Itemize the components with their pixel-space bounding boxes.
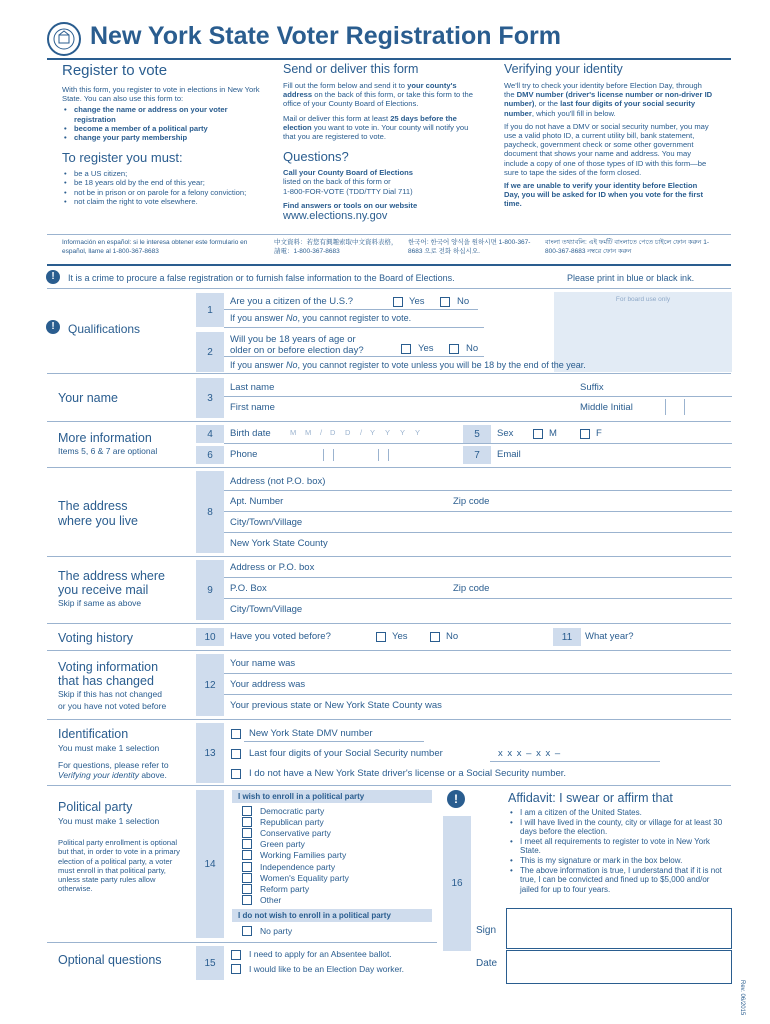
questions-phone: 1-800-FOR-VOTE (TDD/TTY Dial 711) xyxy=(283,186,413,196)
birth-date-field[interactable]: M M / D D / Y Y Y Y xyxy=(290,428,421,437)
signature-box[interactable] xyxy=(506,908,732,949)
name-section-label: Your name xyxy=(58,391,118,405)
intro-send xyxy=(283,62,483,222)
item-number: 7 xyxy=(463,446,491,464)
phone-label: Phone xyxy=(230,449,258,460)
ssn-label: Last four digits of your Social Security number xyxy=(249,748,443,759)
citizen-no-checkbox[interactable] xyxy=(440,297,450,307)
questions-listed: listed on the back of this form or xyxy=(283,177,391,187)
item-number: 11 xyxy=(553,628,581,646)
sex-f-label: F xyxy=(596,428,602,439)
item-number: 1 xyxy=(196,293,224,327)
party-checkbox[interactable] xyxy=(242,862,252,872)
party-required-note: You must make 1 selection xyxy=(58,816,160,826)
list-item: • I am a citizen of the United States. xyxy=(508,808,723,818)
mailing-address-label: The address where you receive mail xyxy=(58,569,166,597)
previous-name-label: Your name was xyxy=(230,658,296,669)
middle-initial-label: Middle Initial xyxy=(580,402,633,413)
mailing-sub: Skip if same as above xyxy=(58,598,142,608)
party-section-label: Political party xyxy=(58,800,133,814)
residence-street-label: Address (not P.O. box) xyxy=(230,476,326,487)
apt-number-label: Apt. Number xyxy=(230,496,284,507)
voted-yes-label: Yes xyxy=(392,631,408,642)
send-heading: Send or deliver this form xyxy=(283,62,419,76)
lang-korean: 한국어: 한국어 양식을 원하시면 1-800-367-8683 으로 전화 하십시오. xyxy=(408,239,531,255)
questions-heading: Questions? xyxy=(283,149,349,165)
party-checkbox[interactable] xyxy=(242,828,252,838)
item-number: 3 xyxy=(196,378,224,418)
dmv-checkbox[interactable] xyxy=(231,729,241,739)
party-label: Working Families party xyxy=(260,850,347,861)
affidavit-title: Affidavit: I swear or affirm that xyxy=(508,791,673,805)
election-worker-label: I would like to be an Election Day worker. xyxy=(249,964,404,974)
no-id-checkbox[interactable] xyxy=(231,769,241,779)
party-option[interactable] xyxy=(242,805,349,816)
party-option[interactable] xyxy=(242,827,349,838)
last-name-label: Last name xyxy=(230,382,275,393)
party-label: Democratic party xyxy=(260,805,325,816)
party-option[interactable] xyxy=(242,850,349,861)
identification-label: Identification xyxy=(58,727,129,741)
party-option[interactable] xyxy=(242,895,349,906)
intro-register xyxy=(62,62,262,206)
age-question: Will you be 18 years of age or older on or before election day? xyxy=(230,334,364,356)
send-text-2: Mail or deliver this form at least 25 days before the election you want to vote in. Your county will notify you that you are registered to vote. xyxy=(283,113,469,142)
more-info-sub: Items 5, 6 & 7 are optional xyxy=(58,446,158,456)
ink-instruction: Please print in blue or black ink. xyxy=(567,273,695,283)
birth-date-label: Birth date xyxy=(230,428,271,439)
sex-m-label: M xyxy=(549,428,557,439)
revision-code: Rev. 06/2015 xyxy=(739,980,745,1016)
party-label: Conservative party xyxy=(260,827,331,838)
party-checkbox[interactable] xyxy=(242,839,252,849)
register-heading: Register to vote xyxy=(62,62,168,79)
party-label: Independence party xyxy=(260,861,336,872)
item-number: 16 xyxy=(443,816,471,951)
id-required-note: You must make 1 selection xyxy=(58,743,160,753)
register-list xyxy=(62,105,262,142)
voting-history-label: Voting history xyxy=(58,631,134,645)
no-party-checkbox[interactable] xyxy=(242,926,252,936)
requirements-list xyxy=(62,169,262,206)
age-no-label: No xyxy=(466,343,479,354)
verify-heading: Verifying your identity xyxy=(504,62,623,76)
changed-info-sub: Skip if this has not changed or you have not voted before xyxy=(58,689,167,711)
list-item: • change the name or address on your voter registration xyxy=(62,105,262,123)
po-box-label: P.O. Box xyxy=(230,583,267,594)
alert-icon: ! xyxy=(46,270,60,284)
age-yes-label: Yes xyxy=(418,343,434,354)
requirements-heading: To register you must: xyxy=(62,150,183,166)
previous-address-label: Your address was xyxy=(230,679,306,690)
item-number: 14 xyxy=(196,790,224,938)
sex-label: Sex xyxy=(497,428,514,439)
email-label: Email xyxy=(497,449,521,460)
questions-call: Call your County Board of Elections xyxy=(283,168,413,178)
id-reference-note: For questions, please refer to Verifying your identity above. xyxy=(58,760,169,780)
voted-yes-checkbox[interactable] xyxy=(376,632,386,642)
lang-spanish: Información en español: si le interesa obtener este formulario en español, llame al 1-800-367-8683 xyxy=(62,239,248,255)
party-explanation: Political party enrollment is optional but that, in order to vote in a primary election of a political party, a voter must enroll in that political party, unless state party rules allow otherwise. xyxy=(58,838,180,894)
qualifications-label: Qualifications xyxy=(68,322,141,336)
party-checkbox[interactable] xyxy=(242,817,252,827)
send-text-1: Fill out the form below and send it to your county's address on the back of this form, or take this form to the office of your County Board of Elections. xyxy=(283,81,473,109)
list-item: • be a US citizen; xyxy=(62,169,262,178)
intro-verify xyxy=(504,62,714,209)
ssn-checkbox[interactable] xyxy=(231,749,241,759)
dmv-number-label: New York State DMV number xyxy=(249,728,373,739)
zip-code-label: Zip code xyxy=(453,496,490,507)
citizen-yes-label: Yes xyxy=(409,296,425,307)
absentee-label: I need to apply for an Absentee ballot. xyxy=(249,949,392,959)
lang-chinese: 中文資料：若您有興趣索取中文資料表格，請電：1-800-367-8683 xyxy=(274,239,398,255)
no-id-label: I do not have a New York State driver's license or a Social Security number. xyxy=(249,768,567,779)
affidavit-list xyxy=(508,808,723,894)
item-number: 8 xyxy=(196,471,224,553)
party-checkbox[interactable] xyxy=(242,850,252,860)
list-item: • not be in prison or on parole for a felony conviction; xyxy=(62,188,262,197)
city-label: City/Town/Village xyxy=(230,517,303,528)
party-options xyxy=(242,805,349,906)
party-label: Republican party xyxy=(260,816,324,827)
more-info-label: More information xyxy=(58,431,152,445)
list-item: • be 18 years old by the end of this year; xyxy=(62,178,262,187)
citizen-note: If you answer No, you cannot register to vote. xyxy=(230,313,412,323)
date-label: Date xyxy=(476,958,498,969)
citizen-yes-checkbox[interactable] xyxy=(393,297,403,307)
sign-label: Sign xyxy=(476,925,497,936)
party-checkbox[interactable] xyxy=(242,895,252,905)
citizen-question: Are you a citizen of the U.S.? xyxy=(230,296,354,307)
verify-text-1: We'll try to check your identity before Election Day, through the DMV number (driver's license number or non-driver ID number), or the last four digits of your social security number, which you'll fill in below. xyxy=(504,81,713,118)
office-use-label: For board use only xyxy=(615,296,671,303)
page-title: New York State Voter Registration Form xyxy=(90,22,561,50)
party-checkbox[interactable] xyxy=(242,884,252,894)
party-checkbox[interactable] xyxy=(242,806,252,816)
party-label: Green party xyxy=(260,839,305,850)
list-item: • change your party membership xyxy=(62,133,262,142)
party-option[interactable] xyxy=(242,861,349,872)
party-option[interactable] xyxy=(242,839,349,850)
item-number: 2 xyxy=(196,332,224,372)
age-no-checkbox[interactable] xyxy=(449,344,459,354)
election-worker-checkbox[interactable] xyxy=(231,964,241,974)
alert-icon: ! xyxy=(46,320,60,334)
state-seal-icon xyxy=(47,22,81,56)
citizen-no-label: No xyxy=(457,296,470,307)
verify-text-3: If we are unable to verify your identity before Election Day, you will be asked for ID when you vote for the first time. xyxy=(504,181,704,209)
list-item: • not claim the right to vote elsewhere. xyxy=(62,197,262,206)
questions-web: Find answers or tools on our website xyxy=(283,200,418,210)
alert-icon: ! xyxy=(447,790,465,808)
voted-no-checkbox[interactable] xyxy=(430,632,440,642)
age-note: If you answer No, you cannot register to vote unless you will be 18 by the end of the year. xyxy=(230,360,586,370)
list-item: • become a member of a political party xyxy=(62,124,262,133)
enroll-header: I wish to enroll in a political party xyxy=(232,790,432,803)
optional-questions-label: Optional questions xyxy=(58,953,162,967)
party-option[interactable] xyxy=(242,872,349,883)
item-number: 12 xyxy=(196,654,224,716)
list-item: • I meet all requirements to register to vote in New York State. xyxy=(508,837,723,856)
phone-field[interactable] xyxy=(268,447,458,461)
vote-year-label: What year? xyxy=(585,631,634,642)
warning-text: It is a crime to procure a false registration or to furnish false information to the Board of Elections. xyxy=(68,273,455,283)
changed-info-label: Voting information that has changed xyxy=(58,660,159,688)
party-option[interactable] xyxy=(242,816,349,827)
signature-date-box[interactable] xyxy=(506,950,732,984)
party-label: Other xyxy=(260,895,282,906)
sex-f-checkbox[interactable] xyxy=(580,429,590,439)
absentee-checkbox[interactable] xyxy=(231,950,241,960)
first-name-label: First name xyxy=(230,402,275,413)
party-label: Women's Equality party xyxy=(260,872,349,883)
lang-bengali: বাংলা তথ্যাবলি: এই ফর্মটি বাংলাতে পেতে চাইলে ফোন করুন 1-800-367-8683 নম্বরে ফোন করুন xyxy=(545,239,709,255)
item-number: 6 xyxy=(196,446,224,464)
register-text: With this form, you register to vote in elections in New York State. You can also use this form to: xyxy=(62,85,260,104)
verify-text-2: If you do not have a DMV or social security number, you may use a valid photo ID, a current utility bill, bank statement, paycheck, government check or some other government document that shows your name and address. You may include a copy of one of those types of ID with this form—be sure to tape the sides of the form closed. xyxy=(504,121,709,177)
list-item: • This is my signature or mark in the box below. xyxy=(508,856,723,866)
mailing-zip-label: Zip code xyxy=(453,583,490,594)
item-number: 9 xyxy=(196,560,224,620)
mailing-street-label: Address or P.O. box xyxy=(230,562,315,573)
mailing-city-label: City/Town/Village xyxy=(230,604,303,615)
voted-no-label: No xyxy=(446,631,459,642)
party-checkbox[interactable] xyxy=(242,873,252,883)
sex-m-checkbox[interactable] xyxy=(533,429,543,439)
no-enroll-header: I do not wish to enroll in a political party xyxy=(232,909,432,922)
voted-before-question: Have you voted before? xyxy=(230,631,331,642)
list-item: • I will have lived in the county, city or village for at least 30 days before the election. xyxy=(508,818,723,837)
ssn-mask: x x x – x x – xyxy=(498,748,562,759)
list-item: • The above information is true, I understand that if it is not true, I can be convicted and fined up to $5,000 and/or jailed for up to four years. xyxy=(508,866,723,895)
residence-address-label: The address where you live xyxy=(58,499,138,528)
item-number: 5 xyxy=(463,425,491,443)
party-label: Reform party xyxy=(260,883,310,894)
suffix-label: Suffix xyxy=(580,382,604,393)
item-number: 13 xyxy=(196,723,224,783)
age-yes-checkbox[interactable] xyxy=(401,344,411,354)
previous-county-label: Your previous state or New York State County was xyxy=(230,700,442,711)
item-number: 4 xyxy=(196,425,224,443)
website-link[interactable]: www.elections.ny.gov xyxy=(283,210,388,223)
no-party-label: No party xyxy=(260,926,293,936)
county-label: New York State County xyxy=(230,538,328,549)
party-option[interactable] xyxy=(242,883,349,894)
item-number: 15 xyxy=(196,946,224,980)
item-number: 10 xyxy=(196,628,224,646)
